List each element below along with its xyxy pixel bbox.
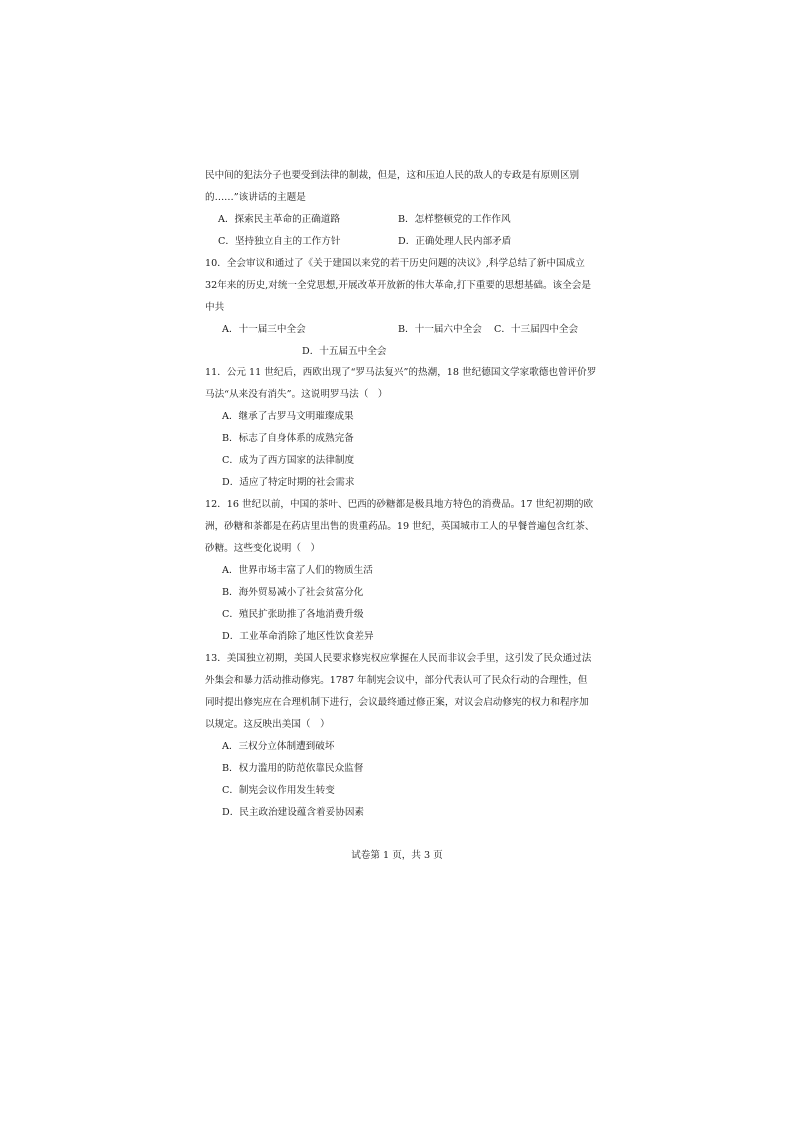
q10-stem-line-1: 10．全会审议和通过了《关于建国以来党的若干历史问题的决议》,科学总结了新中国成立: [205, 258, 585, 269]
q13-option-b: B．权力滥用的防范依靠民众监督: [222, 763, 364, 774]
q13-option-d: D．民主政治建设蕴含着妥协因素: [222, 807, 365, 818]
q13-stem-line-2: 外集会和暴力活动推动修宪。1787 年制宪会议中，部分代表认可了民众行动的合理性，但: [205, 675, 588, 686]
q13-option-a: A．三权分立体制遭到破坏: [222, 741, 335, 752]
q13-stem-line-1: 13．美国独立初期，美国人民要求修宪权应掌握在人民而非议会手里，这引发了民众通过法: [205, 653, 592, 664]
q9-option-a: A．探索民主革命的正确道路: [218, 214, 341, 225]
q10-stem-line-3: 中共: [205, 302, 225, 313]
q9-stem-line-1: 民中间的犯法分子也要受到法律的制裁，但是，这和压迫人民的敌人的专政是有原则区别: [205, 170, 580, 181]
q12-option-d: D．工业革命消除了地区性饮食差异: [222, 631, 374, 642]
q11-option-c: C．成为了西方国家的法律制度: [222, 455, 355, 466]
q11-stem-line-2: 马法“从来没有消失”。这说明罗马法（ ）: [205, 389, 388, 400]
q10-option-d: D．十五届五中全会: [302, 346, 387, 357]
q13-option-c: C．制宪会议作用发生转变: [222, 785, 335, 796]
q10-stem-line-2: 32年来的历史,对统一全党思想,开展改革开放新的伟大革命,打下重要的思想基础。该全会是: [205, 280, 591, 291]
q11-option-a: A．继承了古罗马文明璀璨成果: [222, 411, 354, 422]
page-footer: 试卷第 1 页，共 3 页: [351, 850, 443, 861]
q9-option-c: C．坚持独立自主的工作方针: [218, 236, 341, 247]
q13-stem-line-3: 同时提出修宪应在合理机制下进行，会议最终通过修正案，对议会启动修宪的权力和程序加: [205, 697, 589, 708]
q12-option-c: C．殖民扩张助推了各地消费升级: [222, 609, 364, 620]
q10-option-c: C．十三届四中全会: [494, 324, 579, 335]
q9-option-b: B．怎样整顿党的工作作风: [398, 214, 511, 225]
q9-stem-line-2: 的……”该讲话的主题是: [205, 192, 306, 203]
q13-stem-line-4: 以规定。这反映出美国（ ）: [205, 719, 330, 730]
q11-stem-line-1: 11．公元 11 世纪后，西欧出现了“罗马法复兴”的热潮，18 世纪德国文学家歌德也曾评价罗: [205, 367, 597, 378]
q12-option-a: A．世界市场丰富了人们的物质生活: [222, 565, 373, 576]
q10-option-a: A．十一届三中全会: [222, 324, 306, 335]
q9-option-d: D．正确处理人民内部矛盾: [398, 236, 512, 247]
q10-option-b: B．十一届六中全会: [398, 324, 482, 335]
q11-option-b: B．标志了自身体系的成熟完备: [222, 433, 354, 444]
q12-stem-line-3: 砂糖。这些变化说明（ ）: [205, 543, 321, 554]
q12-stem-line-1: 12．16 世纪以前，中国的茶叶、巴西的砂糖都是极具地方特色的消费品。17 世纪初期的欧: [205, 499, 594, 510]
q12-option-b: B．海外贸易减小了社会贫富分化: [222, 587, 364, 598]
q11-option-d: D．适应了特定时期的社会需求: [222, 477, 355, 488]
q12-stem-line-2: 洲，砂糖和茶都是在药店里出售的贵重药品。19 世纪，英国城市工人的早餐普遍包含红茶、: [205, 521, 595, 532]
